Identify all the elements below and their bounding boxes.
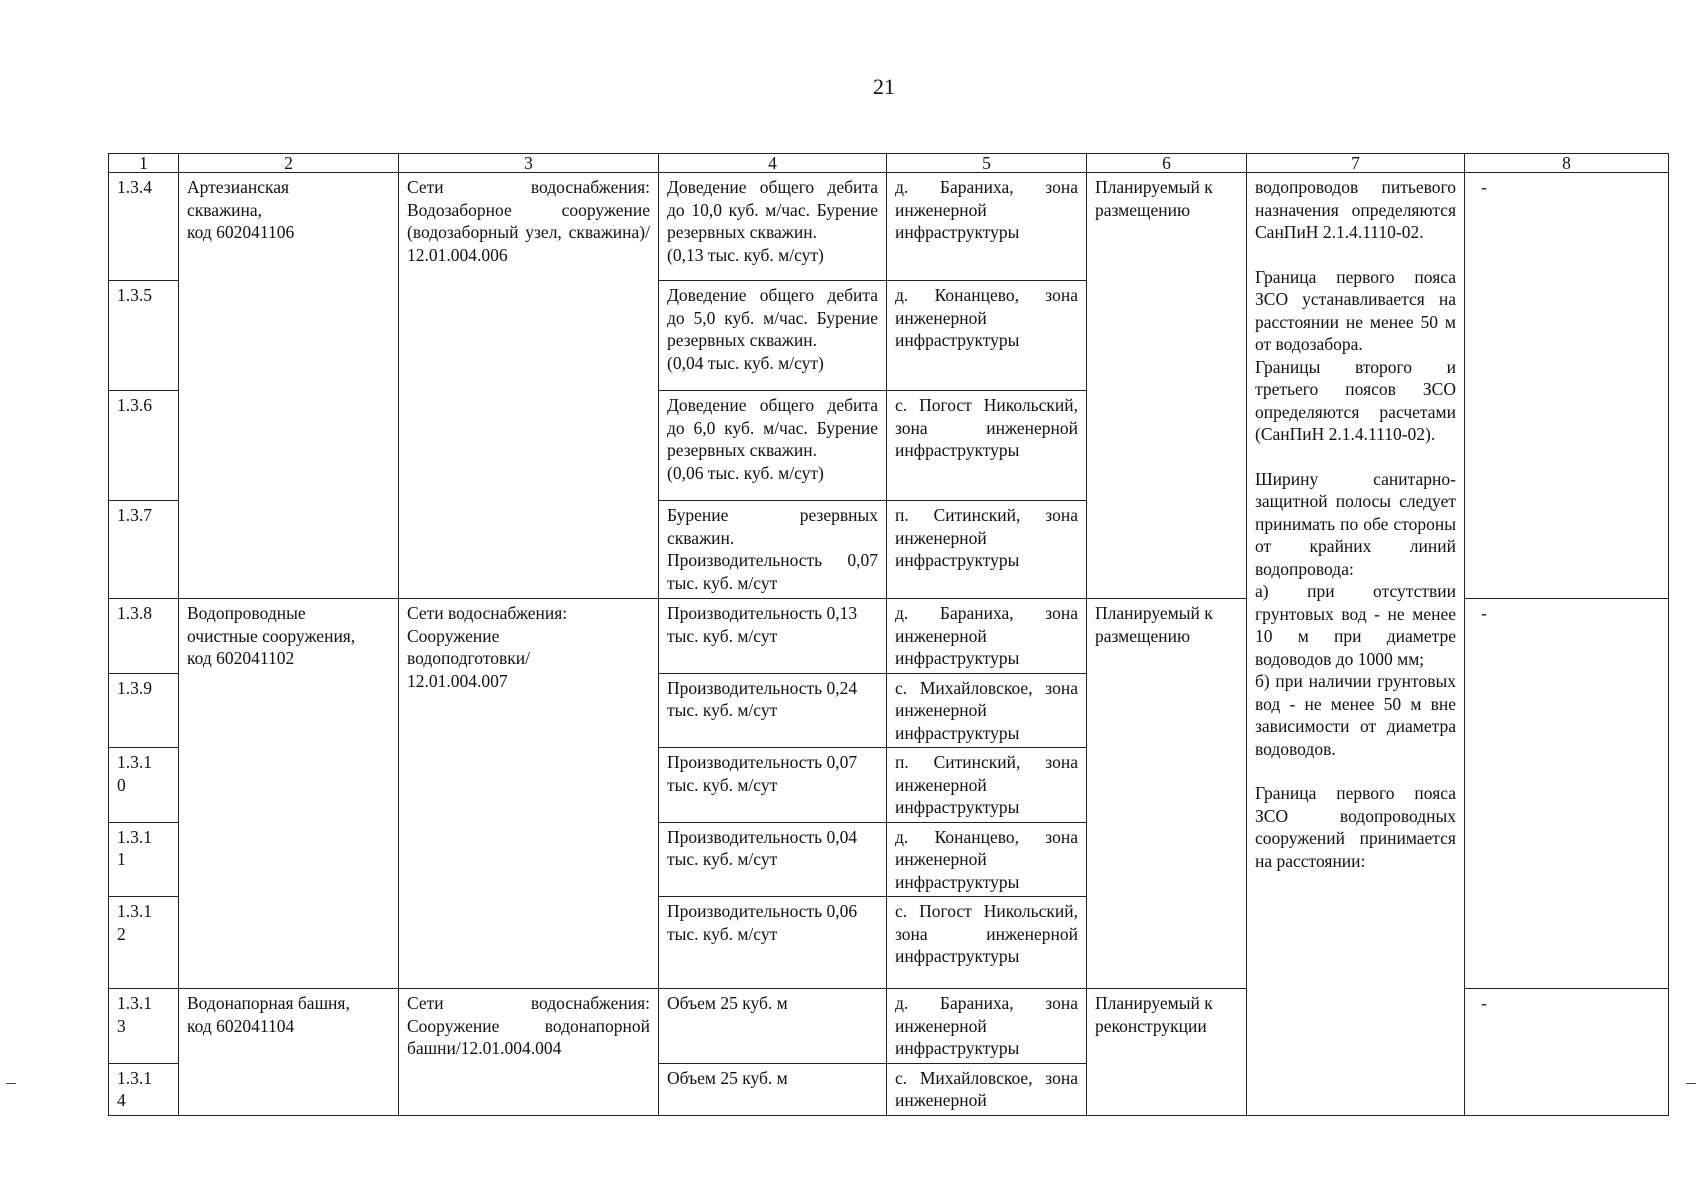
sanitary-text-p6: б) при наличии грунтовых вод - не менее 50 м вне зависимости от диаметра водоводов. (1255, 671, 1456, 759)
spec-cell: Производительность 0,06 тыс. куб. м/сут (659, 897, 887, 989)
status-cell: Планируемый к размещению (1087, 599, 1247, 989)
row-id: 1.3.6 (109, 391, 179, 501)
spec-cell: Доведение общего дебита до 10,0 куб. м/час. Бурение резервных скважин. (0,13 тыс. куб. м/сут) (659, 173, 887, 281)
row-id: 1.3.1 1 (109, 822, 179, 897)
network-cell: Сети водоснабжения: Сооружение водоподготовки/ 12.01.004.007 (399, 599, 659, 989)
margin-mark-right (1686, 1083, 1696, 1084)
status-cell: Планируемый к размещению (1087, 173, 1247, 599)
column-header: 8 (1465, 154, 1669, 173)
location-cell: д. Конанцево, зона инженерной инфраструктуры (887, 281, 1087, 391)
location-cell: с. Михайловское, зона инженерной инфраструктуры (887, 673, 1087, 748)
column-number-row (109, 154, 1669, 173)
sanitary-text-p2: Граница первого пояса ЗСО устанавливается на расстоянии не менее 50 м от водозабора. (1255, 266, 1456, 354)
notes-cell: - (1465, 989, 1669, 1116)
location-cell: с. Погост Никольский, зона инженерной инфраструктуры (887, 897, 1087, 989)
network-cell: Сети водоснабжения: Сооружение водонапорной башни/12.01.004.004 (399, 989, 659, 1116)
location-cell: д. Бараниха, зона инженерной инфраструктуры (887, 599, 1087, 674)
spec-cell: Производительность 0,04 тыс. куб. м/сут (659, 822, 887, 897)
column-header: 2 (179, 154, 399, 173)
spec-cell: Производительность 0,24 тыс. куб. м/сут (659, 673, 887, 748)
column-header: 1 (109, 154, 179, 173)
spec-cell: Бурение резервных скважин. Производительность 0,07 тыс. куб. м/сут (659, 501, 887, 599)
location-cell: д. Бараниха, зона инженерной инфраструктуры (887, 173, 1087, 281)
sanitary-text-p4: Ширину санитарно-защитной полосы следует принимать по обе стороны от крайних линий водопровода: (1255, 468, 1456, 579)
network-cell: Сети водоснабжения: Водозаборное сооружение (водозаборный узел, скважина)/ 12.01.004.006 (399, 173, 659, 599)
table-row (109, 173, 1669, 281)
spec-cell: Объем 25 куб. м (659, 1063, 887, 1115)
row-id: 1.3.7 (109, 501, 179, 599)
location-cell: п. Ситинский, зона инженерной инфраструктуры (887, 748, 1087, 823)
spec-cell: Объем 25 куб. м (659, 989, 887, 1064)
row-id: 1.3.1 2 (109, 897, 179, 989)
spec-cell: Производительность 0,13 тыс. куб. м/сут (659, 599, 887, 674)
planning-table (108, 153, 1669, 1116)
row-id: 1.3.9 (109, 673, 179, 748)
row-id: 1.3.1 3 (109, 989, 179, 1064)
object-name-cell: Водонапорная башня, код 602041104 (179, 989, 399, 1116)
sanitary-zone-cell (1247, 173, 1465, 1116)
column-header: 3 (399, 154, 659, 173)
spec-cell: Доведение общего дебита до 5,0 куб. м/час. Бурение резервных скважин. (0,04 тыс. куб. м/сут) (659, 281, 887, 391)
column-header: 7 (1247, 154, 1465, 173)
sanitary-text-p1: водопроводов питьевого назначения определяются СанПиН 2.1.4.1110-02. (1255, 177, 1456, 242)
row-id: 1.3.5 (109, 281, 179, 391)
location-cell: с. Погост Никольский, зона инженерной инфраструктуры (887, 391, 1087, 501)
spec-cell: Доведение общего дебита до 6,0 куб. м/час. Бурение резервных скважин. (0,06 тыс. куб. м/сут) (659, 391, 887, 501)
location-cell: д. Бараниха, зона инженерной инфраструктуры (887, 989, 1087, 1064)
column-header: 5 (887, 154, 1087, 173)
status-cell: Планируемый к реконструкции (1087, 989, 1247, 1116)
location-cell: с. Михайловское, зона инженерной (887, 1063, 1087, 1115)
object-name-cell: Водопроводные очистные сооружения, код 602041102 (179, 599, 399, 989)
sanitary-text-p5: а) при отсутствии грунтовых вод - не менее 10 м при диаметре водоводов до 1000 мм; (1255, 581, 1456, 669)
sanitary-text-p7: Граница первого пояса ЗСО водопроводных сооружений принимается на расстоянии: (1255, 783, 1456, 871)
location-cell: д. Конанцево, зона инженерной инфраструктуры (887, 822, 1087, 897)
column-header: 4 (659, 154, 887, 173)
row-id: 1.3.4 (109, 173, 179, 281)
object-name-cell: Артезианская скважина, код 602041106 (179, 173, 399, 599)
row-id: 1.3.8 (109, 599, 179, 674)
column-header: 6 (1087, 154, 1247, 173)
row-id: 1.3.1 4 (109, 1063, 179, 1115)
notes-cell: - (1465, 173, 1669, 599)
spec-cell: Производительность 0,07 тыс. куб. м/сут (659, 748, 887, 823)
row-id: 1.3.1 0 (109, 748, 179, 823)
margin-mark-left (6, 1083, 16, 1084)
location-cell: п. Ситинский, зона инженерной инфраструктуры (887, 501, 1087, 599)
notes-cell: - (1465, 599, 1669, 989)
sanitary-text-p3: Границы второго и третьего поясов ЗСО определяются расчетами (СанПиН 2.1.4.1110-02). (1255, 356, 1456, 444)
page-number: 21 (873, 74, 895, 99)
